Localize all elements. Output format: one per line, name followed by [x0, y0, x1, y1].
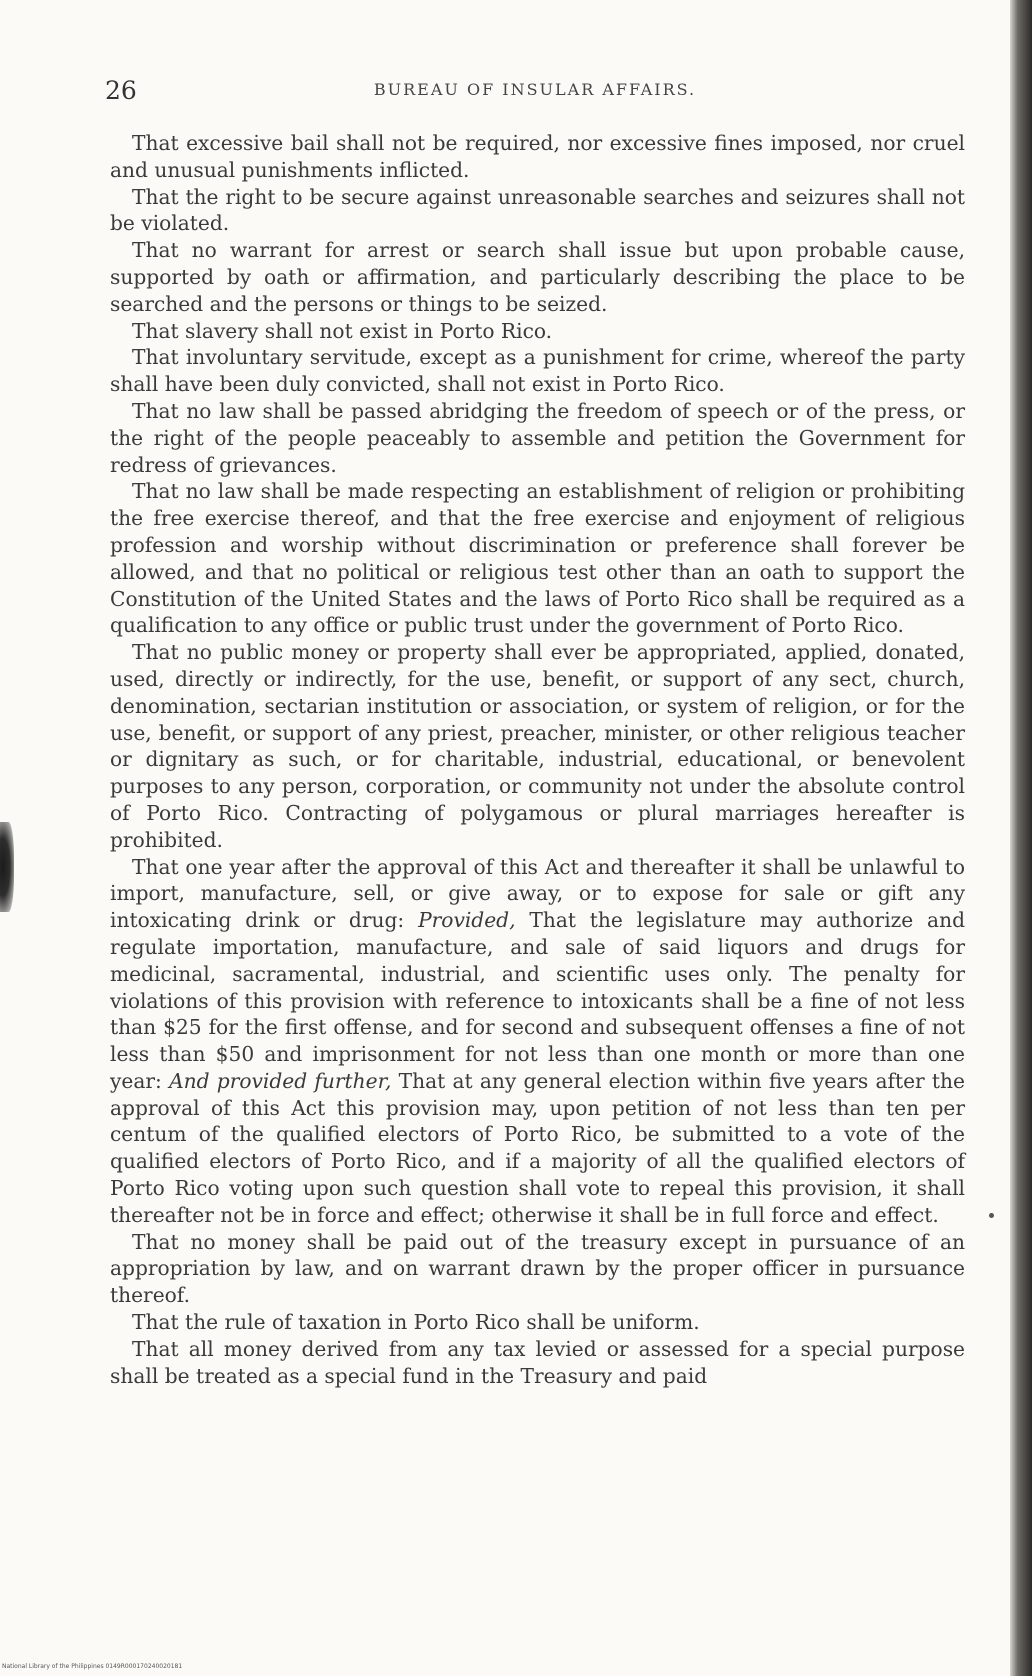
paragraph-special-fund: That all money derived from any tax levied or assessed for a special purpose shall be treated as a special fund in the Treasury and paid: [110, 1336, 965, 1388]
paragraph-taxation: That the rule of taxation in Porto Rico shall be uniform.: [132, 1310, 700, 1335]
intoxicants-proviso-2: And provided further,: [169, 1068, 392, 1093]
paragraph-religion: That no law shall be made respecting an establishment of religion or prohibiting the free exercise thereof, and that the free exercise and enjoyment of religious profession and worship without discrimination or preference shall forever be allowed, and that no political or religious test other than an oath to support the Constitution of the United States and the laws of Porto Rico shall be required as a qualification to any office or public trust under the government of Porto Rico.: [110, 479, 965, 638]
scan-binding-smudge: [0, 822, 14, 912]
running-head: BUREAU OF INSULAR AFFAIRS.: [373, 80, 697, 99]
body-text: [110, 130, 965, 1389]
paragraph-involuntary-servitude: That involuntary servitude, except as a punishment for crime, whereof the party shall have been duly convicted, shall not exist in Porto Rico.: [110, 345, 965, 397]
intoxicants-text-3: That at any general election within five years after the approval of this Act this provision may, upon petition of not less than ten per centum of the qualified electors of Porto Rico, be submitted to a vote of the qualified electors of Porto Rico, and if a majority of all the qualified electors of Porto Rico voting upon such question shall vote to repeal this provision, it shall thereafter not be in force and effect; otherwise it shall be in full force and effect.: [110, 1068, 965, 1227]
paragraph-slavery: That slavery shall not exist in Porto Rico.: [132, 318, 553, 343]
scan-page-edge: [1010, 0, 1032, 1676]
paragraph-public-money-religion: That no public money or property shall ever be appropriated, applied, donated, used, directly or indirectly, for the use, benefit, or support of any sect, church, denomination, sectarian institution or association, or system of religion, or for the use, benefit, or support of any priest, preacher, minister, or other religious teacher or dignitary as such, or for charitable, industrial, educational, or benevolent purposes to any person, corporation, or community not under the absolute control of Porto Rico. Contracting of polygamous or plural marriages hereafter is prohibited.: [110, 640, 965, 852]
paragraph-freedom-of-speech: That no law shall be passed abridging the freedom of speech or of the press, or the right of the people peaceably to assemble and petition the Government for redress of grievances.: [110, 398, 965, 477]
scan-speck: [989, 1213, 994, 1218]
paragraph-searches-seizures: That the right to be secure against unreasonable searches and seizures shall not be violated.: [110, 184, 965, 236]
intoxicants-proviso-1: Provided,: [418, 908, 516, 933]
scan-footer-note: National Library of the Philippines 0149R000170240020181: [2, 1663, 183, 1670]
page-header: [105, 76, 965, 116]
paragraph-treasury: That no money shall be paid out of the treasury except in pursuance of an appropriation by law, and on warrant drawn by the proper officer in pursuance thereof.: [110, 1229, 965, 1308]
paragraph-excessive-bail: That excessive bail shall not be required, nor excessive fines imposed, nor cruel and unusual punishments inflicted.: [110, 131, 965, 182]
intoxicants-text-1: That one year after the approval of this Act and thereafter it shall be unlawful to import, manufacture, sell, or give away, or to expose for sale or gift any intoxicating drink or drug:: [110, 854, 965, 933]
paragraph-intoxicants: [110, 854, 965, 1229]
page-number: 26: [105, 76, 137, 105]
paragraph-warrant: That no warrant for arrest or search shall issue but upon probable cause, supported by oath or affirmation, and particularly describing the place to be searched and the persons or things to be seized.: [110, 238, 965, 316]
intoxicants-text-2: That the legislature may authorize and regulate importation, manufacture, and sale of said liquors and drugs for medicinal, sacramental, industrial, and scientific uses only. The penalty for violations of this provision with reference to intoxicants shall be a fine of not less than $25 for the first offense, and for second and subsequent offenses a fine of not less than $50 and imprisonment for not less than one month or more than one year:: [110, 908, 966, 1093]
